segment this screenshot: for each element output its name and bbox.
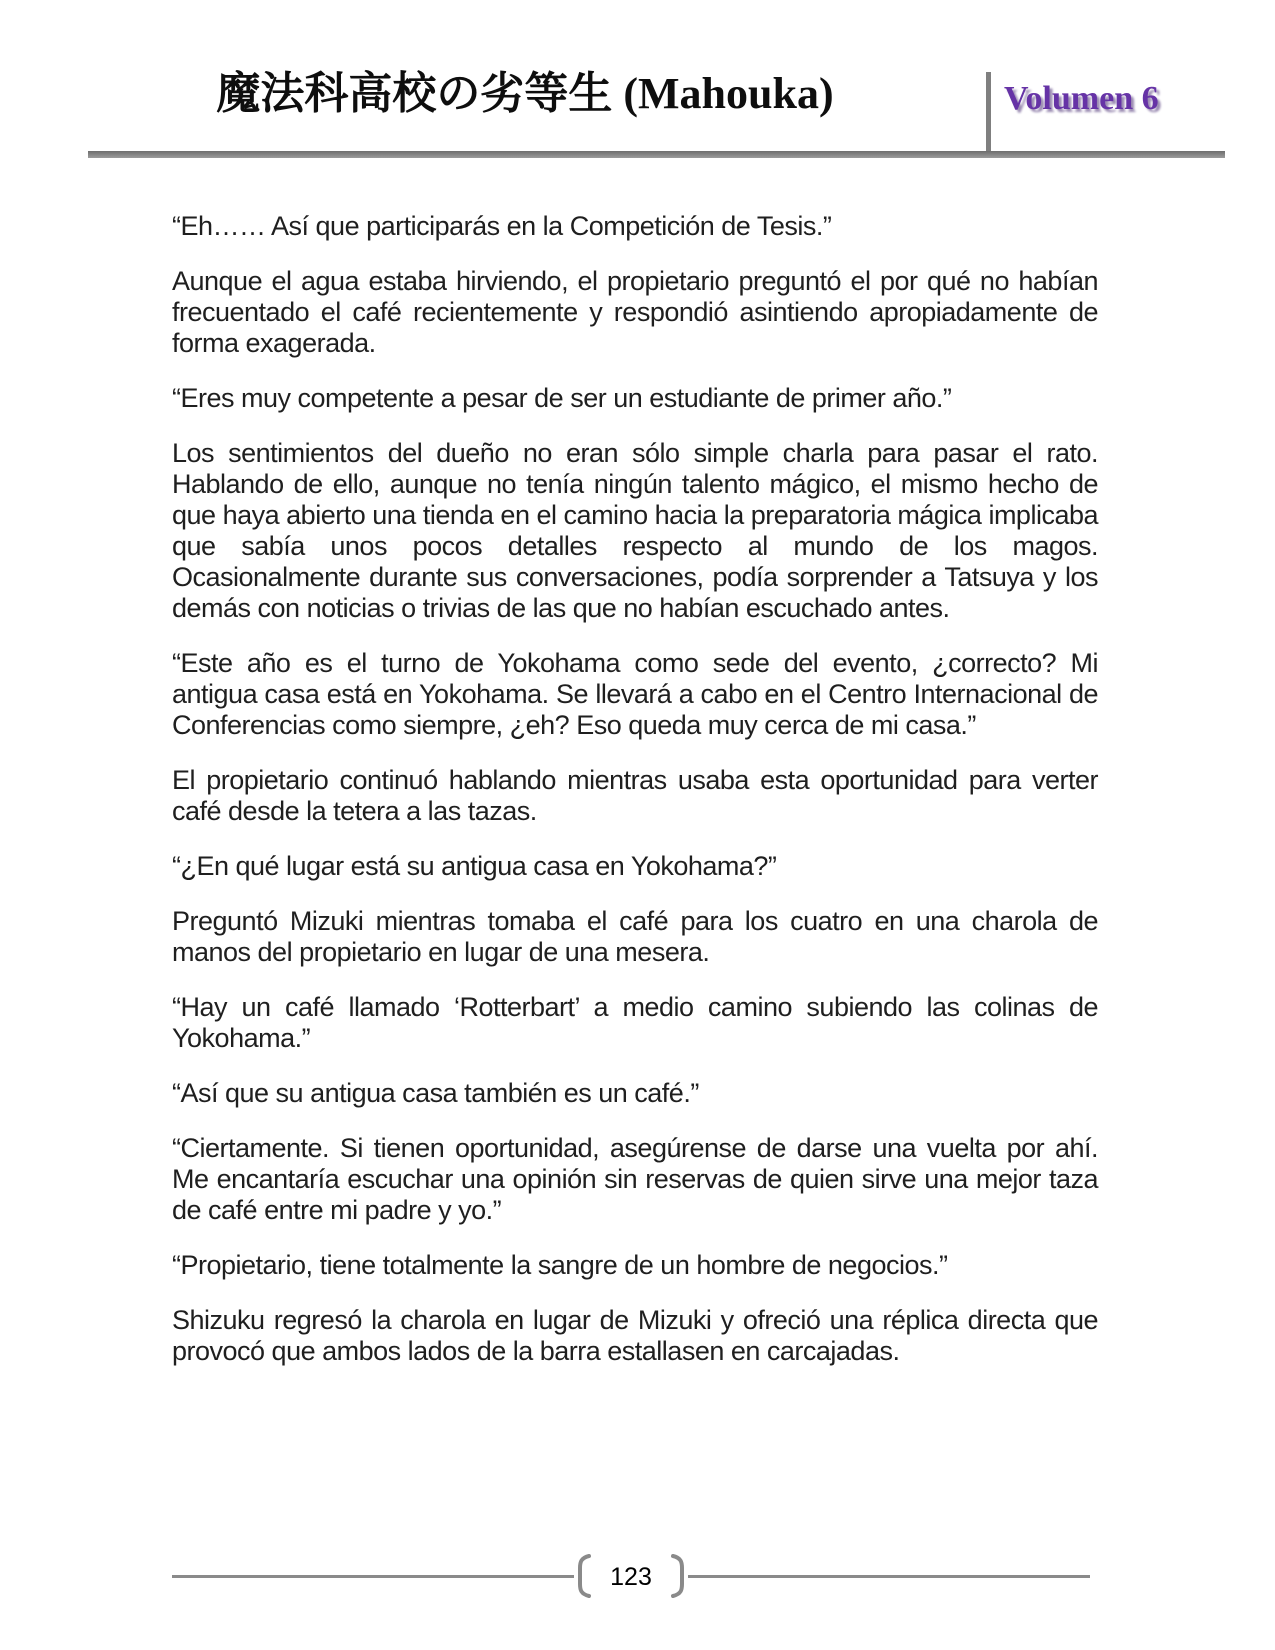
paragraph: “Ciertamente. Si tienen oportunidad, asegúrense de darse una vuelta por ahí. Me encantaría escuchar una opinión sin reservas de quien sirve una mejor taza de café entre mi padre y yo.” [172,1133,1098,1225]
paragraph: “Propietario, tiene totalmente la sangre de un hombre de negocios.” [172,1250,948,1280]
paragraph: “Eres muy competente a pesar de ser un estudiante de primer año.” [172,383,952,413]
page-number: 123 [610,1562,652,1591]
paragraph: “Este año es el turno de Yokohama como sede del evento, ¿correcto? Mi antigua casa está en Yokohama. Se llevará a cabo en el Centro Internacional de Conferencias como siempre, ¿eh? Eso queda muy cerca de mi casa.” [172,648,1098,740]
paragraph: “Así que su antigua casa también es un café.” [172,1078,699,1108]
paragraph: “Hay un café llamado ‘Rotterbart’ a medio camino subiendo las colinas de Yokohama.” [172,992,1098,1053]
paragraph: Aunque el agua estaba hirviendo, el propietario preguntó el por qué no habían frecuentado el café recientemente y respondió asintiendo apropiadamente de forma exagerada. [172,266,1098,358]
body-text [172,211,1098,1367]
paragraph: El propietario continuó hablando mientras usaba esta oportunidad para verter café desde la tetera a las tazas. [172,765,1098,826]
volume-badge: Volumen 6 [1004,80,1159,117]
left-bracket-icon [574,1553,592,1599]
footer-rule-right [688,1575,1090,1578]
header-horizontal-rule [88,151,1225,158]
footer-rule-left [172,1575,574,1578]
paragraph: “¿En qué lugar está su antigua casa en Yokohama?” [172,851,777,881]
right-bracket-icon [670,1553,688,1599]
paragraph: “Eh…… Así que participarás en la Competición de Tesis.” [172,211,832,241]
paragraph: Preguntó Mizuki mientras tomaba el café para los cuatro en una charola de manos del propietario en lugar de una mesera. [172,906,1098,967]
page-title: 魔法科高校の劣等生 (Mahouka) [216,69,834,118]
page-number-group [574,1553,688,1599]
page-footer [172,1553,1090,1599]
paragraph: Los sentimientos del dueño no eran sólo simple charla para pasar el rato. Hablando de ello, aunque no tenía ningún talento mágico, el mismo hecho de que haya abierto una tienda en el camino hacia la preparatoria mágica implicaba que sabía unos pocos detalles respecto al mundo de los magos. Ocasionalmente durante sus conversaciones, podía sorprender a Tatsuya y los demás con noticias o trivias de las que no habían escuchado antes. [172,438,1098,623]
header-vertical-divider [986,72,991,158]
paragraph: Shizuku regresó la charola en lugar de Mizuki y ofreció una réplica directa que provocó que ambos lados de la barra estallasen en carcajadas. [172,1305,1098,1366]
